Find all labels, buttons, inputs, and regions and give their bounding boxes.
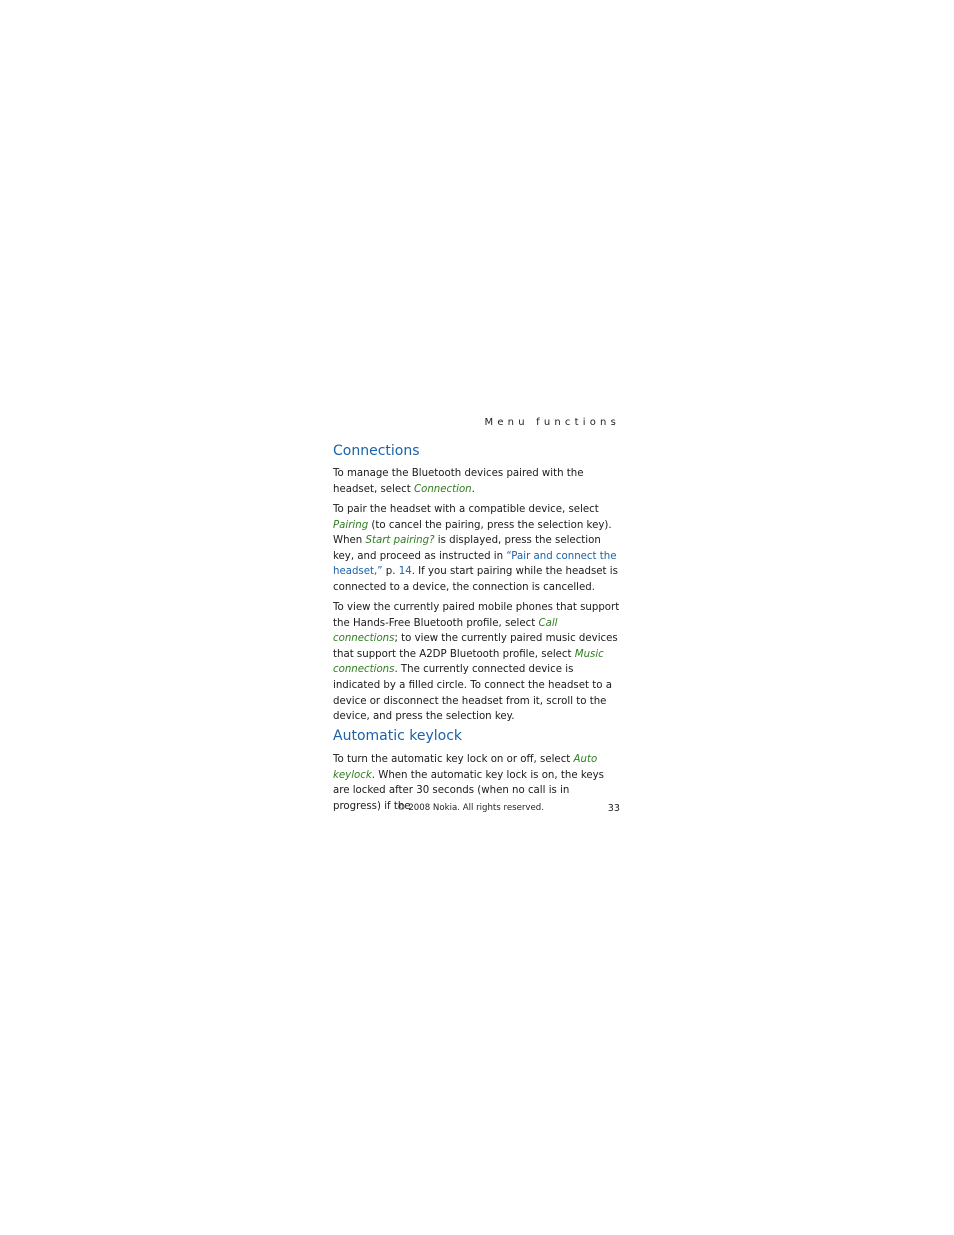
text-run: To view the currently paired mobile phones that support the Hands-Free Bluetooth profile, select — [333, 602, 620, 629]
text-run: . The currently connected device is indicated by a filled circle. To connect the headset to a device or disconnect the headset from it, scroll to the device, and press the selection key. — [333, 664, 612, 723]
text-run: p. — [382, 566, 399, 578]
paragraph-connections-2 — [333, 502, 620, 596]
text-run: To manage the Bluetooth devices paired with the headset, select — [333, 468, 584, 495]
text-run: To pair the headset with a compatible device, select — [333, 504, 599, 515]
footer-page-number: 33 — [607, 803, 620, 814]
text-run: To turn the automatic key lock on or off, select — [333, 754, 574, 765]
menu-selection-music-connections: Music connections — [333, 648, 604, 676]
menu-selection-start-pairing: Start pairing? — [365, 535, 435, 547]
text-run: ; to view the currently paired music devices that support the A2DP Bluetooth profile, select — [333, 633, 618, 660]
text-run: . When the automatic key lock is on, the keys are locked after 30 seconds (when no call is in progress) if the — [333, 769, 604, 812]
text-run: . — [471, 483, 475, 495]
text-run: is displayed, press the selection key, and proceed as instructed in — [333, 535, 601, 562]
menu-selection-call-connections: Call connections — [333, 617, 558, 645]
running-head: Menu functions — [484, 417, 620, 428]
page-reference-link[interactable]: 14 — [398, 566, 412, 578]
paragraph-connections-3 — [333, 600, 620, 725]
menu-selection-pairing: Pairing — [333, 519, 369, 531]
paragraph-connections-1 — [333, 466, 620, 497]
menu-selection-connection: Connection — [414, 483, 472, 495]
menu-selection-auto-keylock: Auto keylock — [333, 754, 598, 781]
cross-reference-link[interactable]: “Pair and connect the headset,” — [333, 550, 617, 578]
section-heading-connections: Connections — [333, 443, 420, 459]
footer-copyright: © 2008 Nokia. All rights reserved. — [397, 803, 544, 813]
text-run: . If you start pairing while the headset is connected to a device, the connection is cancelled. — [333, 566, 618, 593]
section-heading-automatic-keylock: Automatic keylock — [333, 728, 463, 744]
text-run: (to cancel the pairing, press the selection key). When — [333, 519, 612, 547]
